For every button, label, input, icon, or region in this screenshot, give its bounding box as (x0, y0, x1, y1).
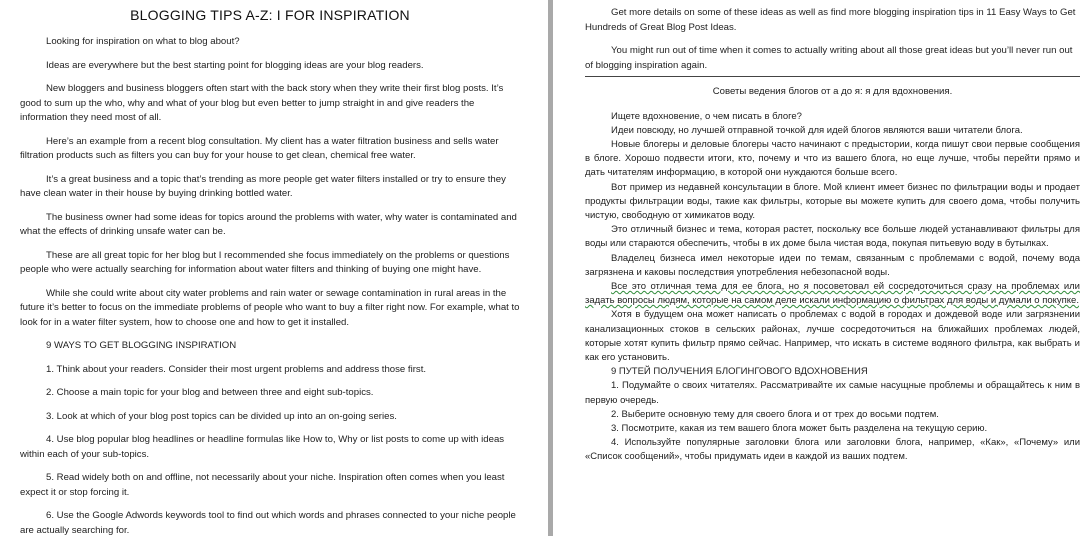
document-title: BLOGGING TIPS A-Z: I FOR INSPIRATION (130, 7, 410, 23)
paragraph: New bloggers and business bloggers often start with the back story when they write their first blog posts. It’s good to sum up the who, why and what of your blog but even better to jump straight in and give readers the information they need most of all. (20, 83, 504, 123)
list-item: 6. Use the Google Adwords keywords tool to find out which words and phrases connected to your niche people are actually searching for. (20, 510, 516, 536)
paragraph: You might run out of time when it comes to actually writing about all those great ideas but you’ll never run out of blogging inspiration again. (585, 45, 1073, 71)
list-item: 4. Use blog popular blog headlines or headline formulas like How to, Why or list posts to come up with ideas within each of your sub-topics. (20, 434, 505, 460)
translated-title: Советы ведения блогов от а до я: я для вдохновения. (712, 86, 953, 97)
paragraph: Get more details on some of these ideas as well as find more blogging inspiration tips in 11 Easy Ways to Get Hundreds of Great Blog Post Ideas. (585, 7, 1076, 33)
translated-section-heading: 9 ПУТЕЙ ПОЛУЧЕНИЯ БЛОГИНГОВОГО ВДОХНОВЕНИЯ (611, 366, 868, 378)
translated-paragraph: Владелец бизнеса имел некоторые идеи по темам, связанным с проблемами с водой, почему вода загрязнена и каковы последствия употребления небезопасной воды. (585, 252, 1080, 278)
paragraph: These are all great topic for her blog but I recommended she focus immediately on the problems or questions people who were actually searching for information about water filters and thinking of buying one might have. (20, 249, 510, 275)
paragraph: It’s a great business and a topic that’s trending as more people get water filters installed or try to ensure they have clean water in their house by buying drinking bottled water. (20, 173, 506, 199)
paragraph: The business owner had some ideas for topics around the problems with water, why water is contaminated and what the effects of drinking unsafe water can be. (20, 211, 517, 237)
section-heading: 9 WAYS TO GET BLOGGING INSPIRATION (46, 340, 237, 351)
paragraph: Looking for inspiration on what to blog about? (46, 36, 240, 47)
list-item: 5. Read widely both on and offline, not necessarily about your niche. Inspiration often comes when you least expect it or stop forcing it. (20, 472, 505, 498)
translated-list-item: 1. Подумайте о своих читателях. Рассматривайте их самые насущные проблемы и обращайтесь к ним в первую очередь. (585, 380, 1080, 406)
translated-paragraph: Вот пример из недавней консультации в блоге. Мой клиент имеет бизнес по фильтрации воды и продает продукты фильтрации воды, такие как фильтры, которые вы можете купить для своего дома, чтобы получить чистую, свободную от химикатов воду. (585, 181, 1080, 221)
translated-paragraph: Хотя в будущем она может написать о проблемах с водой в городах и дождевой воде или загрязнении канализационных стоков в сельских районах, лучше сосредоточиться на ближайших проблемах людей, которые хотят купить фильтр прямо сейчас. Например, что искать в системе водяного фильтра, как выбрать и как его установить. (585, 309, 1080, 363)
translated-list-item: 4. Используйте популярные заголовки блога или заголовки блога, например, «Как», «Почему» или «Список сообщений», чтобы придумать идеи в каждой из ваших подтем. (585, 437, 1080, 463)
divider (585, 76, 1080, 77)
translated-paragraph: Ищете вдохновение, о чем писать в блоге? (611, 110, 802, 122)
translated-paragraph: Идеи повсюду, но лучшей отправной точкой для идей блогов являются ваши читатели блога. (611, 124, 1023, 136)
translated-list-item: 3. Посмотрите, какая из тем вашего блога может быть разделена на текущую серию. (611, 422, 988, 434)
paragraph: Here’s an example from a recent blog consultation. My client has a water filtration business and sells water filtration products such as filters you can buy for your house to get clean, chemical free water. (20, 135, 499, 161)
document-page-right[interactable] (553, 0, 1086, 536)
translated-paragraph: Новые блогеры и деловые блогеры часто начинают с предыстории, когда пишут свои первые сообщения в блоге. Хорошо подвести итоги, кто, почему и что из вашего блога, но еще лучше, чтобы перейти прямо и дать читателям информацию, в которой они нуждаются больше всего. (585, 138, 1080, 179)
list-item: 1. Think about your readers. Consider their most urgent problems and address those first. (46, 363, 427, 375)
translated-paragraph: Это отличный бизнес и тема, которая растет, поскольку все больше людей устанавливают фильтры для воды или стараются обеспечить, чтобы в их доме была чистая вода, покупая питьевую воду в бутылках. (585, 224, 1080, 250)
list-item: 3. Look at which of your blog post topics can be divided up into an on-going series. (46, 410, 397, 422)
translated-paragraph-grammar-flag: Все это отличная тема для ее блога, но я посоветовал ей сосредоточиться сразу на проблемах или задать вопросы людям, которые на самом деле искали информацию о фильтрах для воды и думали о покупке. (585, 280, 1080, 307)
translated-list-item: 2. Выберите основную тему для своего блога и от трех до восьми подтем. (611, 408, 939, 420)
paragraph: While she could write about city water problems and rain water or sewage contamination in rural areas in the future it’s better to focus on the immediate problems of people who want to buy a filter right now. For example, what to look for in a water filter system, how to choose one and how to get it installed. (20, 287, 520, 328)
list-item: 2. Choose a main topic for your blog and between three and eight sub-topics. (46, 387, 374, 398)
paragraph: Ideas are everywhere but the best starting point for blogging ideas are your blog readers. (46, 59, 424, 71)
